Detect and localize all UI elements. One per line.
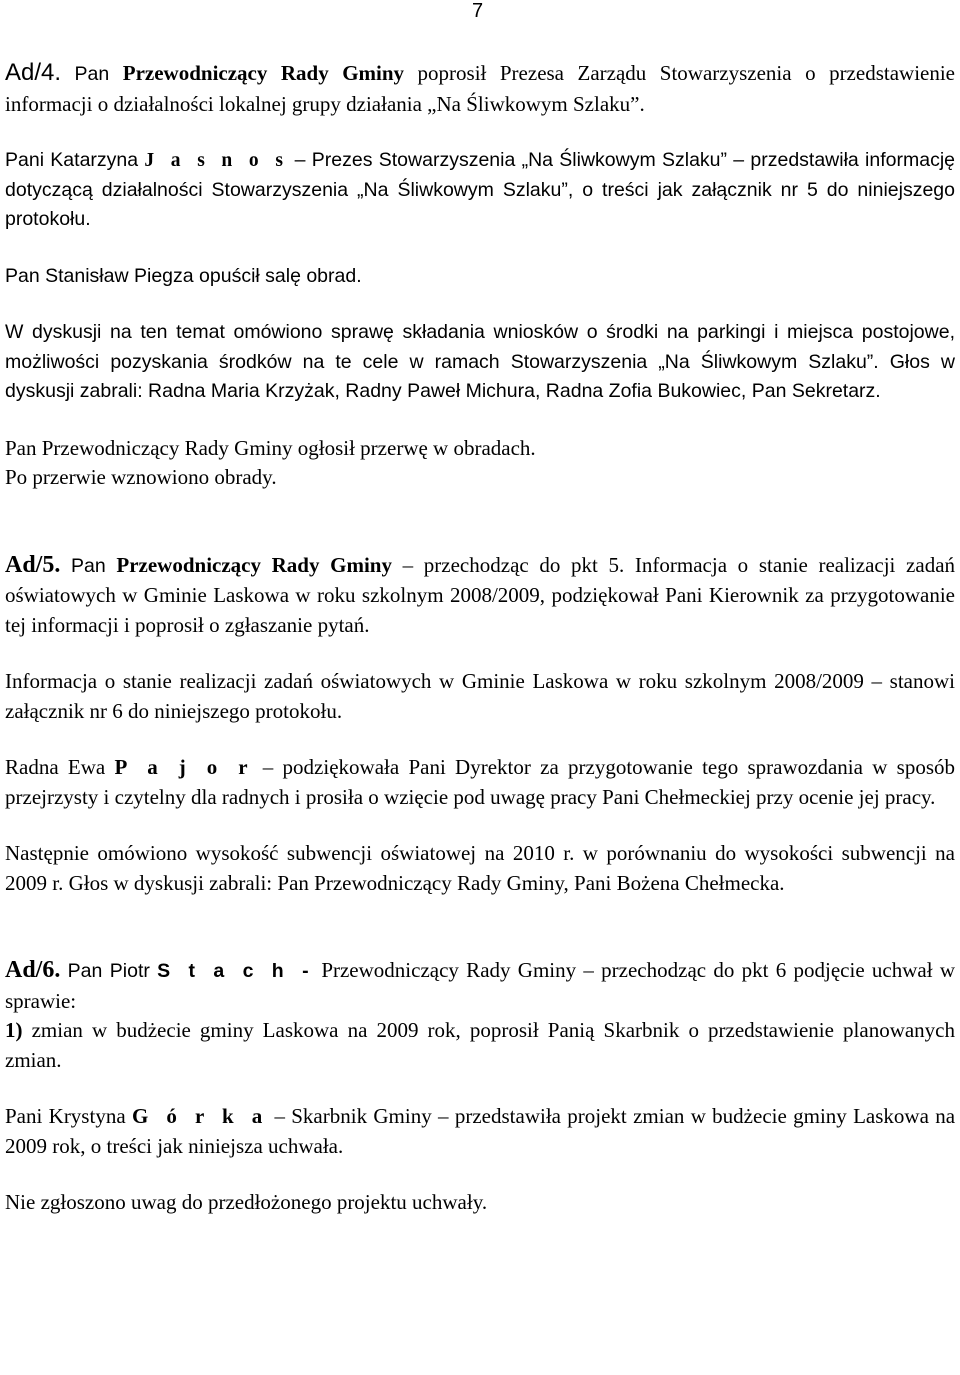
- ad4-paragraph-jasnos: [5, 146, 955, 235]
- ad6-item-number: 1): [5, 1018, 23, 1042]
- ad5-pajor-name: P a j o r: [114, 755, 254, 779]
- ad6-gorka-prefix: Pani Krystyna: [5, 1104, 126, 1128]
- ad4-paragraph-intro: [5, 58, 955, 119]
- ad5-paragraph-attachment: Informacja o stanie realizacji zadań oświatowych w Gminie Laskowa w roku szkolnym 2008/2009 – stanowi załącznik nr 6 do niniejszego protokołu.: [5, 669, 955, 723]
- ad6-gorka-name: G ó r k a: [131, 1104, 269, 1128]
- ad4-jasnos-text: – Prezes Stowarzyszenia „Na Śliwkowym Szlaku” – przedstawiła informację dotyczącą działalności Stowarzyszenia „Na Śliwkowym Szlaku”, o treści jak załącznik nr 5 do niniejszego protokołu.: [5, 149, 956, 230]
- ad4-paragraph-discussion: W dyskusji na ten temat omówiono sprawę składania wniosków o środki na parkingi i miejsca postojowe, możliwości pozyskania środków na te cele w ramach Stowarzyszenia „Na Śliwkowym Szlaku”. Głos w dyskusji zabrali: Radna Maria Krzyżak, Radny Paweł Michura, Radna Zofia Bukowiec, Pan Sekretarz.: [5, 321, 955, 402]
- ad5-paragraph-intro: [5, 551, 955, 641]
- ad6-gorka-text: – Skarbnik Gminy – przedstawiła projekt zmian w budżecie gminy Laskowa na 2009 rok, o treści jak niniejsza uchwała.: [5, 1104, 956, 1158]
- ad6-text-pan: Pan Piotr: [67, 960, 150, 982]
- ad5-text-pan: Pan: [71, 554, 106, 577]
- ad6-paragraph-gorka: [5, 1102, 955, 1161]
- ad4-paragraph-resume: Po przerwie wznowiono obrady.: [5, 465, 277, 489]
- ad4-intro-text: poprosił Prezesa Zarządu Stowarzyszenia o przedstawienie informacji o działalności lokalnej grupy działania „Na Śliwkowym Szlaku”.: [5, 61, 956, 116]
- ad6-paragraph-item1: [5, 1016, 955, 1075]
- ad4-paragraph-break: Pan Przewodniczący Rady Gminy ogłosił przerwę w obradach.: [5, 435, 536, 460]
- ad5-heading: Ad/5.: [5, 551, 61, 578]
- ad6-paragraph-no-remarks: Nie zgłoszono uwag do przedłożonego projektu uchwały.: [5, 1190, 488, 1214]
- ad6-stach-name: S t a c h -: [157, 960, 315, 982]
- ad4-heading: Ad/4.: [5, 59, 62, 86]
- ad6-intro-text: Przewodniczący Rady Gminy – przechodząc do pkt 6 podjęcie uchwał w sprawie:: [5, 958, 956, 1013]
- ad5-intro-text: – przechodząc do pkt 5. Informacja o stanie realizacji zadań oświatowych w Gminie Laskowa w roku szkolnym 2008/2009, podziękował Pani Kierownik za przygotowanie tej informacji i poprosił o zgłaszanie pytań.: [5, 552, 956, 637]
- ad6-heading: Ad/6.: [5, 957, 61, 983]
- ad4-chairman-name: Przewodniczący Rady Gminy: [122, 61, 405, 85]
- ad5-chairman-name: Przewodniczący Rady Gminy: [116, 552, 392, 577]
- ad5-paragraph-pajor: [5, 753, 955, 812]
- ad6-paragraph-intro: [5, 956, 955, 1016]
- ad4-paragraph-piegza: Pan Stanisław Piegza opuścił salę obrad.: [5, 264, 362, 287]
- ad5-paragraph-subsidy: Następnie omówiono wysokość subwencji oświatowej na 2010 r. w porównaniu do wysokości subwencji na 2009 r. Głos w dyskusji zabrali: Pan Przewodniczący Rady Gminy, Pani Bożena Chełmecka.: [5, 841, 955, 895]
- ad4-text-pan: Pan: [74, 63, 110, 85]
- ad4-jasnos-prefix: Pani Katarzyna: [5, 149, 139, 171]
- ad5-pajor-prefix: Radna Ewa: [5, 755, 106, 779]
- document-page: [5, 58, 955, 1218]
- ad5-pajor-text: – podziękowała Pani Dyrektor za przygotowanie tego sprawozdania w sposób przejrzysty i czytelny dla radnych i prosiła o wzięcie pod uwagę pracy Pani Chełmeckiej przy ocenie jej pracy.: [5, 755, 956, 809]
- ad6-item-text: zmian w budżecie gminy Laskowa na 2009 rok, poprosił Panią Skarbnik o przedstawienie planowanych zmian.: [5, 1018, 956, 1072]
- ad4-jasnos-name: J a s n o s: [144, 150, 289, 171]
- page-number: 7: [472, 0, 484, 22]
